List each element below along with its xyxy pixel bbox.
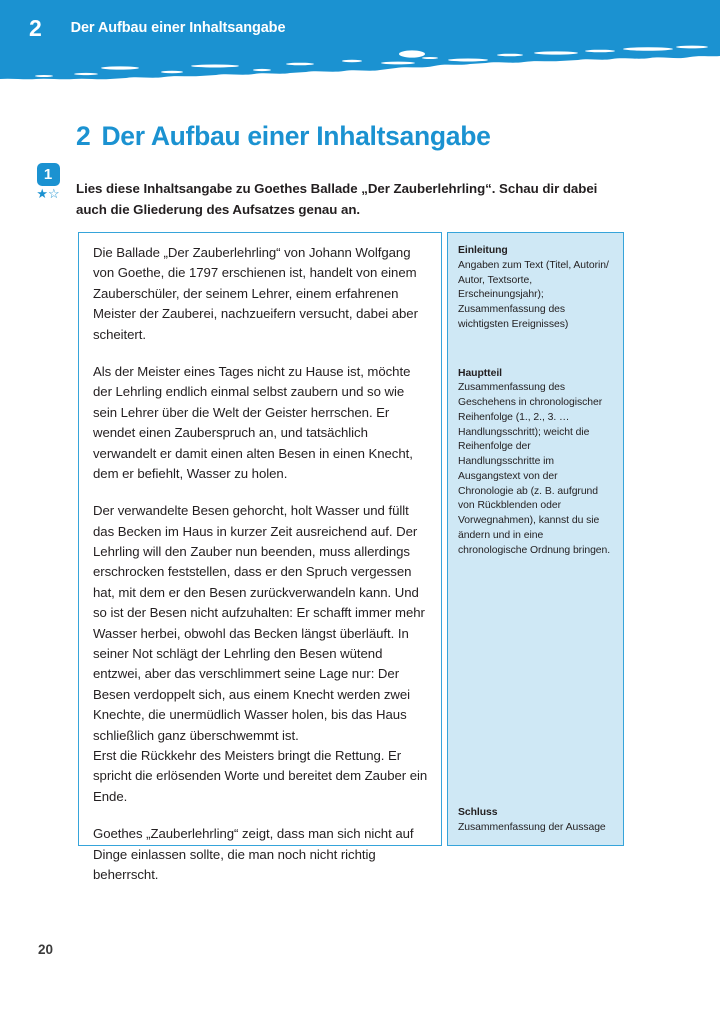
outline-heading: Einleitung <box>458 245 508 256</box>
page-title <box>76 121 491 152</box>
outline-section-schluss <box>458 806 614 836</box>
outline-heading: Hauptteil <box>458 367 502 379</box>
summary-paragraph: Der verwandelte Besen gehorcht, holt Wasser und füllt das Becken im Haus in kurzer Zeit ausreichend auf. Der Lehrling will den Zauber nun beenden, muss allerdings erschrocken feststellen, dass er den Spruch vergessen hat, mit dem er den Besen zurückverwandeln kann. Und so ist der Besen nicht aufzuhalten: Er schafft immer mehr Wasser herbei, obwohl das Becken längst überläuft. In seiner Not schlägt der Lehrling den Besen wütend entzwei, aber das verschlimmert seine Lage nur: Der Besen verdoppelt sich, aus einem Knecht werden zwei Knechte, die unermüdlich Wasser holen, bis das Haus schließlich ganz überschwemmt ist. <box>93 503 425 743</box>
header-running-title: Der Aufbau einer Inhaltsangabe <box>70 19 286 36</box>
outline-annotation-box <box>447 232 624 846</box>
outline-section-einleitung <box>458 244 614 333</box>
summary-paragraph: Die Ballade „Der Zauberlehrling“ von Johann Wolfgang von Goethe, die 1797 erschienen ist, handelt von einem Zauberschüler, der seinem Lehrer, einem erfahrenen Meister der Zauberei, nachzueifern versucht, dabei aber scheitert. <box>93 245 418 342</box>
header-content <box>0 0 720 56</box>
outline-body: Zusammenfassung der Aussage <box>458 822 606 834</box>
exercise-instruction-text: Lies diese Inhaltsangabe zu Goethes Ballade „Der Zauberlehrling“. Schau dir dabei auch die Gliederung des Aufsatzes genau an. <box>76 181 598 217</box>
outline-heading: Schluss <box>458 807 498 819</box>
outline-body: Zusammenfassung des Geschehens in chronologischer Reihenfolge (1., 2., 3. … Handlungsschritt); weicht die Reihenfolge der Handlungsschritte im Ausgangstext von der Chronologie ab (z. B. aufgrund von Rückblenden oder Vorwegnahmen), kannst du sie ändern und in eine chronologische Ordnung bringen. <box>458 382 611 556</box>
exercise-number-badge: 1 <box>37 163 60 186</box>
header-chapter-number: 2 <box>29 14 42 41</box>
summary-paragraph: Goethes „Zauberlehrling“ zeigt, dass man sich nicht auf Dinge einlassen sollte, die man noch nicht richtig beherrscht. <box>93 826 414 882</box>
content-area <box>78 232 624 882</box>
summary-paragraph: Erst die Rückkehr des Meisters bringt die Rettung. Er spricht die erlösenden Worte und bereitet dem Zauber ein Ende. <box>93 747 428 804</box>
exercise-marker <box>30 163 66 200</box>
summary-paragraph: Als der Meister eines Tages nicht zu Hause ist, möchte der Lehrling endlich einmal selbst zaubern und so wie sein Lehrer über die Welt der Geister herrschen. Er wendet einen Zauberspruch an, und tatsächlich verwandelt er damit einen alten Besen in einen Knecht, dem er befiehlt, Wasser zu holen. <box>93 363 413 481</box>
summary-text-box <box>78 232 442 882</box>
outline-body: Angaben zum Text (Titel, Autorin/ Autor, Textsorte, Erscheinungsjahr); Zusammenfassung des wichtigsten Ereignisses) <box>458 259 609 330</box>
page-title-number: 2 <box>76 120 91 151</box>
page-header-banner <box>0 0 720 92</box>
outline-section-hauptteil <box>458 367 614 559</box>
difficulty-stars-icon: ★☆ <box>36 186 60 201</box>
page-title-text: Der Aufbau einer Inhaltsangabe <box>101 120 491 151</box>
page-number: 20 <box>38 942 54 957</box>
